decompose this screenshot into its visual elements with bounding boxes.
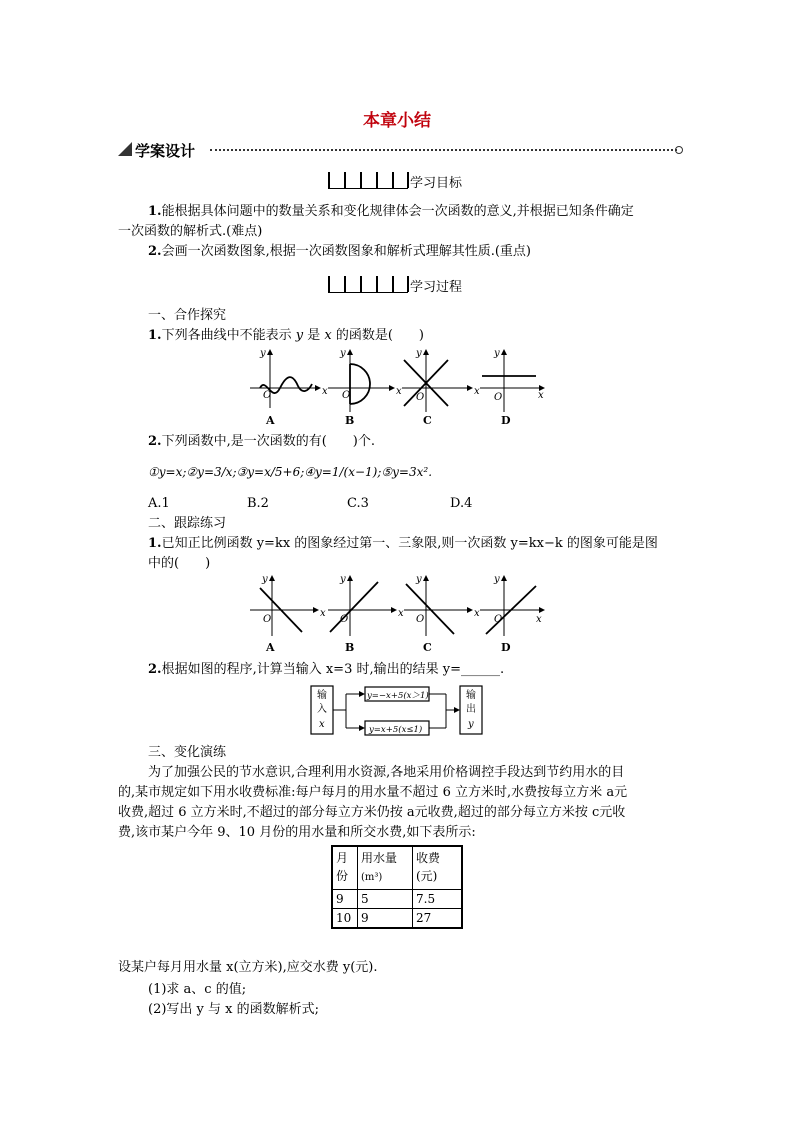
flow-output-char: 出 — [466, 704, 476, 715]
svg-text:O: O — [494, 614, 503, 625]
flow-top-formula: y=−x+5(x＞1) — [367, 691, 429, 701]
program-flowchart — [310, 683, 490, 741]
part1-heading: 一、合作探究 — [148, 308, 227, 323]
svg-text:y: y — [340, 574, 346, 585]
graph-d — [480, 348, 544, 412]
flow-output-var: y — [468, 719, 474, 730]
graph-c — [404, 574, 480, 636]
part3-para-2: 的,某市规定如下用水收费标准:每户每月的用水量不超过 6 立方米时,水费按每立方米 a元 — [118, 785, 628, 800]
graph-c — [402, 348, 480, 412]
table-row — [332, 890, 462, 909]
svg-text:y: y — [262, 574, 268, 585]
table-cell: 9 — [358, 909, 413, 929]
svg-text:x: x — [322, 386, 328, 397]
section-heading-text: 学习目标 — [410, 176, 463, 191]
part2-q1-cont: 中的( ) — [148, 556, 211, 571]
flow-bottom-formula: y=x+5(x≤1) — [369, 725, 423, 735]
graph-label-c: C — [423, 414, 432, 427]
part2-q1: 1.已知正比例函数 y=kx 的图象经过第一、三象限,则一次函数 y=kx−k 的图象可能是图 — [148, 536, 658, 551]
svg-text:O: O — [342, 390, 351, 401]
graph-b — [328, 574, 404, 636]
svg-text:y: y — [416, 574, 422, 585]
table-header: 用水量 (m³) — [358, 846, 413, 890]
svg-text:O: O — [340, 614, 349, 625]
table-cell: 5 — [358, 890, 413, 909]
part3-subq-2: (2)写出 y 与 x 的函数解析式; — [148, 1002, 319, 1017]
part3-heading: 三、变化演练 — [148, 745, 227, 760]
svg-text:y: y — [416, 348, 422, 359]
part3-para-1: 为了加强公民的节水意识,合理利用水资源,各地采用价格调控手段达到节约用水的目 — [148, 765, 625, 780]
flow-output-char: 输 — [466, 690, 476, 701]
table-cell: 7.5 — [413, 890, 463, 909]
part3-after: 设某户每月用水量 x(立方米),应交水费 y(元). — [118, 960, 378, 975]
svg-text:O: O — [263, 390, 272, 401]
graph-label-c: C — [423, 641, 432, 654]
section-heading-process — [328, 276, 478, 294]
part2-heading: 二、跟踪练习 — [148, 516, 227, 531]
svg-text:O: O — [416, 392, 425, 403]
graph-d — [480, 574, 544, 636]
part2-graphs — [246, 572, 546, 644]
graph-label-d: D — [501, 414, 511, 427]
section-heading-goals — [328, 172, 478, 190]
svg-text:O: O — [494, 392, 503, 403]
svg-text:x: x — [538, 390, 544, 401]
svg-text:x: x — [396, 386, 402, 397]
flow-input-char: 入 — [317, 704, 327, 715]
graph-a — [250, 574, 326, 636]
svg-text:x: x — [474, 386, 480, 397]
goal-2: 2.会画一次函数图象,根据一次函数图象和解析式理解其性质.(重点) — [148, 244, 531, 259]
q2-option-c: C.3 — [347, 496, 369, 511]
part2-q2: 2.根据如图的程序,计算当输入 x=3 时,输出的结果 y=______. — [148, 662, 505, 677]
banner-label: 学案设计 — [135, 142, 196, 160]
graph-b — [328, 348, 402, 412]
svg-text:x: x — [398, 608, 404, 619]
svg-text:y: y — [340, 348, 346, 359]
box-row-icon — [328, 276, 408, 293]
flow-input-var: x — [319, 719, 325, 730]
svg-text:y: y — [260, 348, 266, 359]
svg-text:x: x — [474, 608, 480, 619]
svg-text:y: y — [494, 348, 500, 359]
table-header: 月 份 — [332, 846, 358, 890]
part3-para-3: 收费,超过 6 立方米时,不超过的部分每立方米仍按 a元收费,超过的部分每立方米按 c元收 — [118, 805, 626, 820]
part3-para-4: 费,该市某户今年 9、10 月份的用水量和所交水费,如下表所示: — [118, 825, 476, 840]
table-row — [332, 909, 462, 929]
graph-a — [250, 348, 328, 408]
water-fee-table — [331, 845, 463, 929]
page-title: 本章小结 — [363, 111, 431, 131]
svg-text:x: x — [536, 614, 542, 625]
table-cell: 27 — [413, 909, 463, 929]
q2-option-d: D.4 — [450, 496, 473, 511]
q2-option-b: B.2 — [247, 496, 269, 511]
svg-text:O: O — [416, 614, 425, 625]
goal-1-cont: 一次函数的解析式.(难点) — [118, 224, 263, 239]
flow-input-char: 输 — [317, 690, 327, 701]
section-heading-text: 学习过程 — [410, 280, 463, 295]
graph-label-a: A — [266, 414, 275, 427]
goal-1: 1.能根据具体问题中的数量关系和变化规律体会一次函数的意义,并根据已知条件确定 — [148, 204, 634, 219]
circle-end-icon — [675, 146, 683, 154]
dotted-rule — [210, 149, 677, 151]
table-header-row — [332, 846, 462, 890]
graph-label-a: A — [266, 641, 275, 654]
table-cell: 9 — [332, 890, 358, 909]
part1-q1: 1.下列各曲线中不能表示 y 是 x 的函数是( ) — [148, 328, 424, 343]
table-header: 收费 (元) — [413, 846, 463, 890]
part1-q2-expressions: ①y=x;②y=3/x;③y=x/5+6;④y=1/(x−1);⑤y=3x². — [148, 465, 433, 479]
svg-text:x: x — [320, 608, 326, 619]
graph-label-b: B — [345, 641, 355, 654]
triangle-icon — [118, 142, 132, 156]
svg-text:y: y — [494, 574, 500, 585]
part1-q2: 2.下列函数中,是一次函数的有( )个. — [148, 434, 375, 449]
part3-subq-1: (1)求 a、c 的值; — [148, 982, 247, 997]
q2-option-a: A.1 — [148, 496, 170, 511]
box-row-icon — [328, 172, 408, 189]
section-banner — [118, 140, 683, 160]
table-cell: 10 — [332, 909, 358, 929]
svg-text:O: O — [263, 614, 272, 625]
graph-label-d: D — [501, 641, 511, 654]
graph-label-b: B — [345, 414, 355, 427]
